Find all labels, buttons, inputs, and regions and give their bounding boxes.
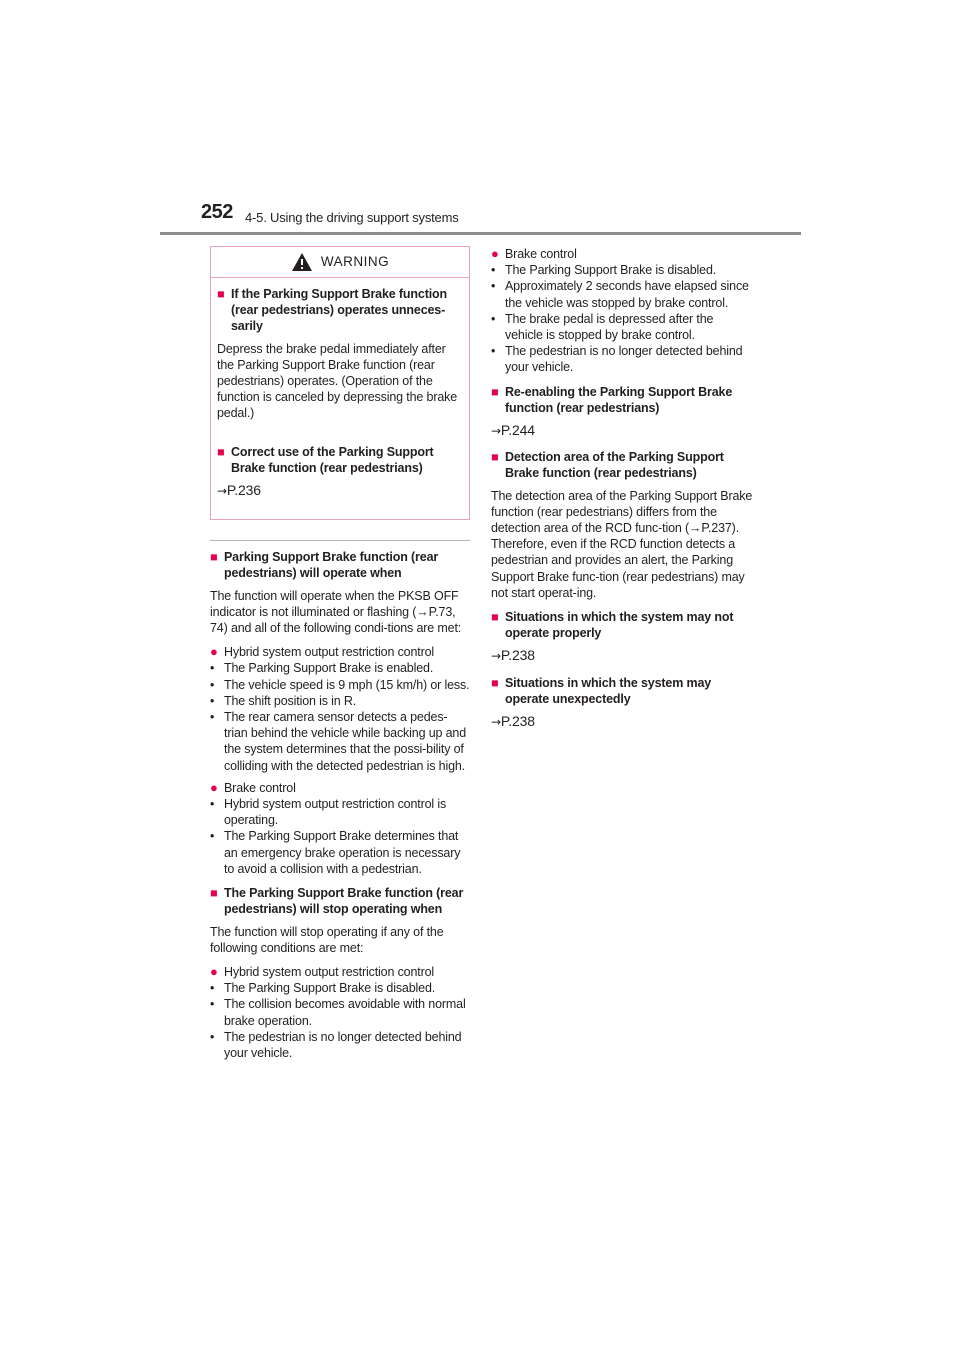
square-bullet-icon: ■ [491, 384, 499, 399]
dash-list [210, 980, 470, 1061]
list-item: • The Parking Support Brake is disabled. [491, 263, 717, 278]
warning-triangle-icon [291, 252, 313, 272]
list-item: • Hybrid system output restriction control is operating. [210, 797, 447, 828]
bullet-output-restriction-stop: ● Hybrid system output restriction control [210, 963, 435, 979]
arrow-right-icon: → [217, 484, 227, 499]
list-item: • The brake pedal is depressed after the vehicle is stopped by brake control. [491, 311, 714, 343]
heading-may-not-operate: ■ Situations in which the system may not operate properly [491, 610, 734, 641]
circle-bullet-icon: ● [491, 246, 499, 261]
circle-bullet-icon: ● [210, 644, 218, 660]
paragraph-detection-area: The detection area of the Parking Support Brake function (rear pedestrians) differs from the detection area of the RCD func-tion (→P.237). Therefore, even if the RCD function detects a pedestrian and provides an alert, the Parking Support Brake func-tion (rear pedestrians) may not start operat-ing. [491, 488, 753, 600]
square-bullet-icon: ■ [210, 886, 218, 901]
heading-will-operate: ■ Parking Support Brake function (rear pedestrians) will operate when [210, 550, 439, 581]
warning-box [210, 246, 470, 520]
paragraph-stop-conditions: The function will stop operating if any of the following conditions are met: [210, 924, 444, 955]
warning-heading-unnecessary: ■ If the Parking Support Brake function (rear pedestrians) operates unneces-sarily [217, 287, 447, 334]
page-number: 252 [201, 201, 233, 223]
warning-heading-correct-use: ■ Correct use of the Parking Support Brake function (rear pedestrians) [217, 444, 434, 475]
right-column [491, 246, 753, 740]
list-item: • The Parking Support Brake is disabled. [210, 981, 436, 996]
list-item: • The shift position is in R. [210, 693, 357, 708]
page-reference-link[interactable]: →P.236 [217, 482, 261, 499]
bullet-brake-control: ● Brake control [210, 779, 296, 795]
arrow-right-icon: → [491, 424, 501, 439]
warning-title: WARNING [320, 253, 390, 269]
page-reference-link[interactable]: →P.244 [491, 422, 535, 439]
page-reference-link[interactable]: →P.238 [491, 647, 535, 664]
heading-re-enabling: ■ Re-enabling the Parking Support Brake function (rear pedestrians) [491, 384, 733, 415]
dash-list [491, 262, 753, 375]
list-item: • The Parking Support Brake determines that an emergency brake operation is necessary to avoid a collision with a pedestrian. [210, 829, 461, 876]
list-item: • Approximately 2 seconds have elapsed since the vehicle was stopped by brake control. [491, 279, 749, 310]
warning-header [211, 247, 469, 278]
paragraph-operate-conditions: The function will operate when the PKSB OFF indicator is not illuminated or flashing (→P.73, 74) and all of the following condi-tions are met: [210, 588, 462, 636]
heading-detection-area: ■ Detection area of the Parking Support Brake function (rear pedestrians) [491, 450, 724, 481]
dash-list [210, 660, 470, 773]
warning-paragraph: Depress the brake pedal immediately after the Parking Support Brake function (rear pedestrians) operates. (Operation of the function is canceled by depressing the brake pedal.) [217, 341, 458, 421]
list-item: • The vehicle speed is 9 mph (15 km/h) or less. [210, 677, 470, 692]
list-item: • The rear camera sensor detects a pedes-trian behind the vehicle while backing up and the system determines that the possi-bility of colliding with the detected pedestrian is high. [210, 710, 467, 773]
arrow-right-icon: → [491, 649, 501, 664]
circle-bullet-icon: ● [210, 963, 218, 979]
square-bullet-icon: ■ [210, 550, 218, 565]
square-bullet-icon: ■ [217, 287, 225, 301]
circle-bullet-icon: ● [210, 779, 218, 795]
list-item: • The Parking Support Brake is enabled. [210, 661, 434, 676]
square-bullet-icon: ■ [491, 610, 499, 625]
section-title: 4-5. Using the driving support systems [245, 210, 459, 225]
left-column [210, 246, 470, 1065]
square-bullet-icon: ■ [491, 675, 499, 690]
heading-stop-operating: ■ The Parking Support Brake function (rear pedestrians) will stop operating when [210, 886, 464, 917]
heading-operate-unexpectedly: ■ Situations in which the system may operate unexpectedly [491, 675, 712, 706]
header-rule [160, 232, 801, 235]
bullet-output-restriction: ● Hybrid system output restriction control [210, 644, 435, 660]
list-item: • The pedestrian is no longer detected behind your vehicle. [210, 1029, 462, 1060]
divider [210, 540, 470, 541]
square-bullet-icon: ■ [217, 444, 225, 459]
dash-list [210, 796, 470, 877]
page-reference-link[interactable]: →P.238 [491, 713, 535, 730]
square-bullet-icon: ■ [491, 450, 499, 465]
bullet-brake-control-stop: ● Brake control [491, 246, 577, 261]
list-item: • The pedestrian is no longer detected behind your vehicle. [491, 344, 743, 375]
list-item: • The collision becomes avoidable with normal brake operation. [210, 997, 466, 1028]
arrow-right-icon: → [491, 715, 501, 730]
